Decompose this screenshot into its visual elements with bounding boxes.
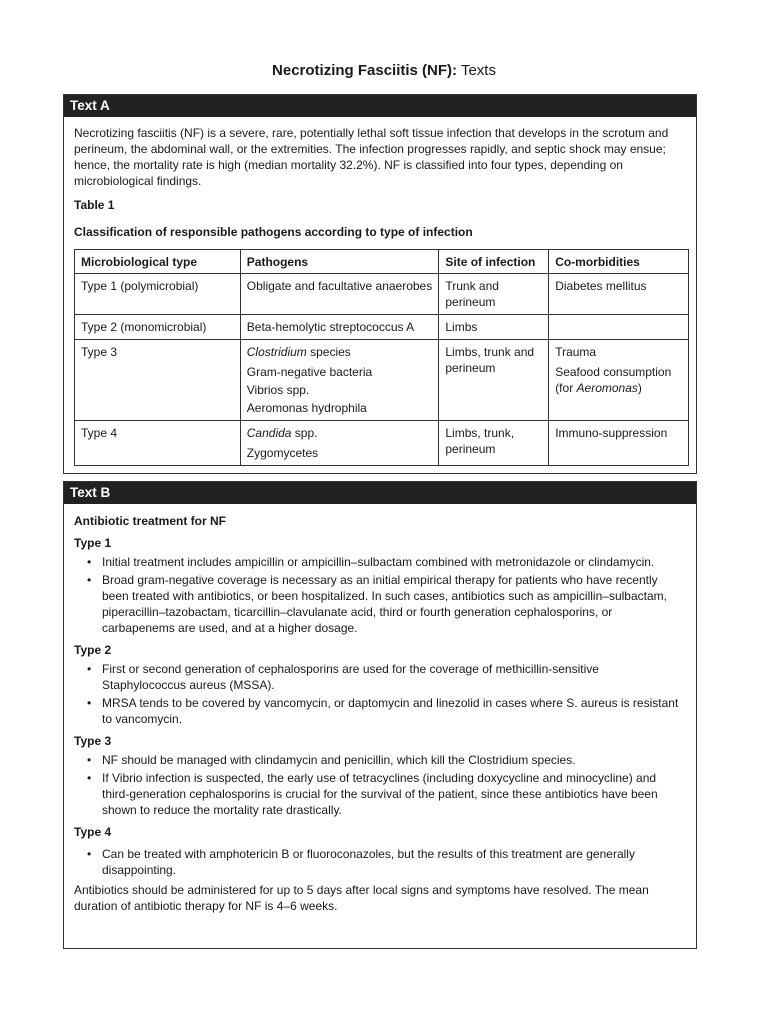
list-item: • First or second generation of cephalosporins are used for the coverage of methicillin-sensitive Staphylococcus aureus (MSSA).: [74, 661, 686, 693]
comorbidity-line: Trauma: [555, 345, 597, 359]
section-label: Type 1: [74, 536, 112, 550]
text-a-heading: Text A: [64, 95, 696, 117]
pathogen-line: Candida spp.: [246, 426, 318, 440]
table-cell: Limbs: [439, 315, 549, 340]
pathogen-line: Clostridium species: [246, 345, 351, 359]
text-a-intro: Necrotizing fasciitis (NF) is a severe, rare, potentially lethal soft tissue infection that develops in the scrotum and perineum, the abdominal wall, or the extremities. The infection progresses rapidly, and septic shock may ensue; hence, the mortality rate is high (median mortality 32.2%). NF is classified into four types, depending on microbiological findings.: [74, 126, 669, 188]
table-cell: Limbs, trunk and perineum: [439, 340, 549, 421]
column-header: Site of infection: [439, 250, 549, 274]
page-title-bold: Necrotizing Fasciitis (NF):: [272, 62, 458, 79]
bullet-list: [74, 752, 686, 818]
text-a-panel: [63, 94, 697, 474]
pathogen-line: Aeromonas hydrophila: [246, 401, 367, 415]
text-b-subtitle: Antibiotic treatment for NF: [74, 514, 226, 528]
table-cell: Type 1 (polymicrobial): [75, 274, 241, 315]
bullet-list: [74, 554, 686, 636]
list-item: • NF should be managed with clindamycin and penicillin, which kill the Clostridium species.: [74, 752, 686, 768]
pathogen-line: Vibrios spp.: [246, 383, 310, 397]
bullet-list: [74, 846, 686, 878]
table-cell: Type 4: [75, 421, 241, 466]
text-b-panel: [63, 481, 697, 949]
page-title: [0, 61, 768, 81]
column-header: Pathogens: [240, 250, 439, 274]
table-label: Table 1: [74, 198, 115, 212]
list-item: • Can be treated with amphotericin B or fluoroconazoles, but the results of this treatment are generally disappointing.: [74, 846, 686, 878]
table-cell: Beta-hemolytic streptococcus A: [240, 315, 439, 340]
section-label: Type 4: [74, 825, 112, 839]
table-cell: [240, 421, 439, 466]
section-label: Type 3: [74, 734, 112, 748]
closing-paragraph: Antibiotics should be administered for up to 5 days after local signs and symptoms have resolved. The mean duration of antibiotic therapy for NF is 4–6 weeks.: [74, 883, 649, 913]
text-b-heading: Text B: [64, 482, 696, 504]
table-cell: [549, 315, 689, 340]
table-cell: Obligate and facultative anaerobes: [240, 274, 439, 315]
table-cell: Trunk and perineum: [439, 274, 549, 315]
table-row: [75, 274, 689, 315]
table-cell: Limbs, trunk, perineum: [439, 421, 549, 466]
column-header: Co-morbidities: [549, 250, 689, 274]
table-caption: Classification of responsible pathogens according to type of infection: [74, 225, 473, 239]
table-cell: Immuno-suppression: [549, 421, 689, 466]
list-item: • MRSA tends to be covered by vancomycin, or daptomycin and linezolid in cases where S. aureus is resistant to vancomycin.: [74, 695, 686, 727]
table-cell: Diabetes mellitus: [549, 274, 689, 315]
page-title-rest: Texts: [460, 62, 496, 79]
list-item: • If Vibrio infection is suspected, the early use of tetracyclines (including doxycycline and minocycline) and third-generation cephalosporins is crucial for the survival of the patient, since these antibiotics have been shown to reduce the mortality rate drastically.: [74, 770, 686, 818]
comorbidity-line: Seafood consumption (for Aeromonas): [555, 365, 672, 395]
table-cell: [549, 340, 689, 421]
column-header: Microbiological type: [75, 250, 241, 274]
table-header-row: [75, 250, 689, 274]
table-row: [75, 421, 689, 466]
pathogen-classification-table: [74, 249, 689, 466]
bullet-list: [74, 661, 686, 727]
section-label: Type 2: [74, 643, 112, 657]
pathogen-line: Gram-negative bacteria: [246, 365, 373, 379]
list-item: • Broad gram-negative coverage is necessary as an initial empirical therapy for patients who have recently been treated with antibiotics, or been hospitalized. In such cases, antibiotics such as ampicillin–sulbactam, piperacillin–tazobactam, ticarcillin–clavulanate acid, third or fourth generation cephalosporins, or carbapenems are used, and at a higher dosage.: [74, 572, 686, 636]
table-cell: Type 3: [75, 340, 241, 421]
table-cell: [240, 340, 439, 421]
table-cell: Type 2 (monomicrobial): [75, 315, 241, 340]
table-row: [75, 340, 689, 421]
table-row: [75, 315, 689, 340]
pathogen-line: Zygomycetes: [246, 446, 319, 460]
list-item: • Initial treatment includes ampicillin or ampicillin–sulbactam combined with metronidazole or clindamycin.: [74, 554, 686, 570]
